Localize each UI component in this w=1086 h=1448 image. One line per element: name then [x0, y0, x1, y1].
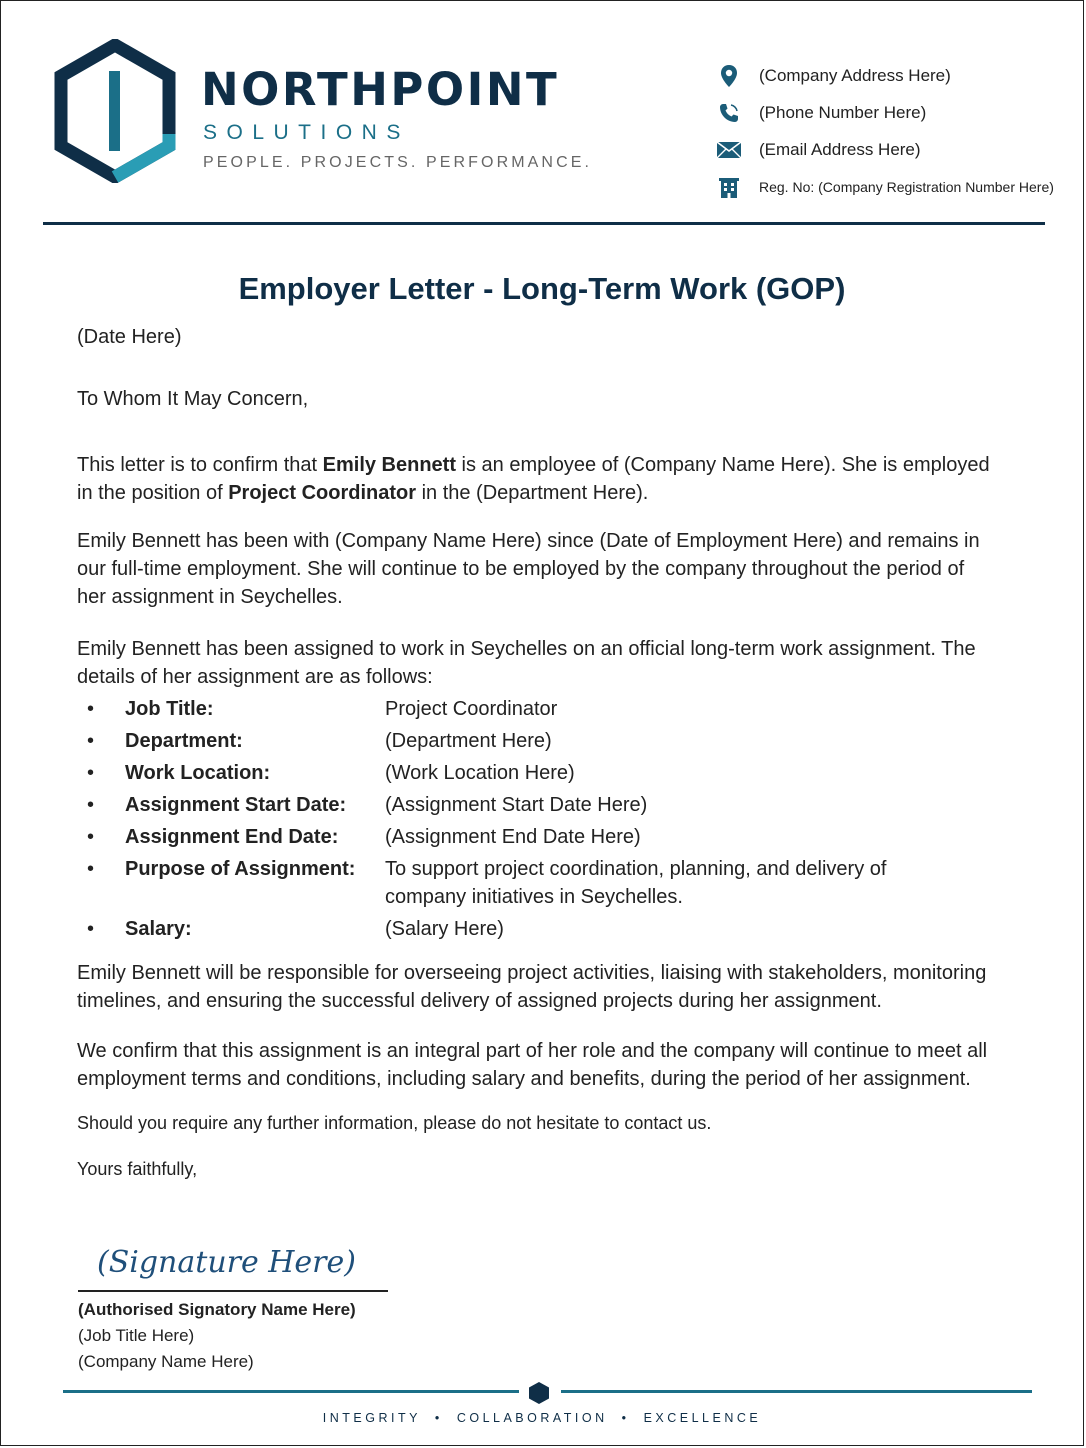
hexagon-icon	[528, 1381, 550, 1405]
assignment-details-list	[77, 695, 997, 943]
footer-values	[1, 1411, 1083, 1425]
letter-title: Employer Letter - Long-Term Work (GOP)	[238, 271, 846, 306]
assignment-intro-paragraph: Emily Bennett has been assigned to work in Seychelles on an official long-term work assignment. The details of her assignment are as follows:	[77, 638, 976, 688]
footer-divider-right	[561, 1390, 1032, 1393]
bullet: •	[87, 918, 95, 940]
signatory-name: (Authorised Signatory Name Here)	[78, 1300, 356, 1319]
footer-divider-left	[63, 1390, 519, 1393]
brand-tagline: PEOPLE. PROJECTS. PERFORMANCE.	[203, 154, 593, 171]
detail-value: (Assignment Start Date Here)	[385, 794, 648, 816]
bullet: •	[87, 826, 95, 848]
header-divider	[43, 222, 1045, 225]
list-item	[77, 915, 997, 943]
footer-separator: •	[621, 1411, 630, 1425]
brand-name: NORTHPOINT	[201, 63, 560, 116]
signature-placeholder: (Signature Here)	[97, 1245, 356, 1280]
brand-subtitle: SOLUTIONS	[203, 121, 410, 144]
letter-body	[77, 323, 997, 1183]
detail-value: (Assignment End Date Here)	[385, 826, 641, 848]
building-icon	[715, 175, 743, 199]
detail-label: Assignment End Date:	[125, 826, 339, 848]
footer-value-excellence: EXCELLENCE	[643, 1411, 762, 1425]
detail-label: Purpose of Assignment:	[125, 858, 356, 880]
confirmation-terms-paragraph: We confirm that this assignment is an integral part of her role and the company will continue to meet all employment terms and conditions, including salary and benefits, during the period of her assignment.	[77, 1040, 988, 1090]
detail-label: Job Title:	[125, 698, 214, 720]
contact-phone	[715, 94, 1075, 131]
detail-value: (Work Location Here)	[385, 762, 575, 784]
detail-value: (Department Here)	[385, 730, 552, 752]
bullet: •	[87, 858, 95, 880]
envelope-icon	[715, 138, 743, 162]
detail-label: Department:	[125, 730, 243, 752]
bullet: •	[87, 794, 95, 816]
detail-value: Project Coordinator	[385, 698, 558, 720]
list-item	[77, 855, 997, 911]
detail-value: (Salary Here)	[385, 918, 504, 940]
contact-email-text: (Email Address Here)	[759, 139, 921, 159]
contact-request-paragraph: Should you require any further information, please do not hesitate to contact us.	[77, 1113, 712, 1133]
confirmation-text-start: This letter is to confirm that	[77, 454, 323, 476]
detail-value: To support project coordination, planning, and delivery of company initiatives in Seychelles.	[385, 858, 887, 908]
bullet: •	[87, 730, 95, 752]
footer-value-collaboration: COLLABORATION	[456, 1411, 608, 1425]
salutation: To Whom It May Concern,	[77, 388, 309, 410]
signatory-job-title: (Job Title Here)	[78, 1326, 195, 1345]
northpoint-logo-icon	[51, 39, 179, 183]
list-item	[77, 823, 997, 851]
footer-separator: •	[434, 1411, 443, 1425]
confirmation-text-middle: is an employee of (Company Name Here). She is employed in the position of	[77, 454, 990, 504]
contact-registration	[715, 168, 1075, 205]
signatory-company: (Company Name Here)	[78, 1352, 254, 1371]
list-item	[77, 759, 997, 787]
signatory-block	[78, 1297, 356, 1375]
contact-phone-text: (Phone Number Here)	[759, 102, 927, 122]
detail-label: Salary:	[125, 918, 192, 940]
detail-label: Work Location:	[125, 762, 271, 784]
bullet: •	[87, 762, 95, 784]
letter-date: (Date Here)	[77, 326, 182, 348]
contact-block	[715, 57, 1075, 205]
list-item	[77, 695, 997, 723]
contact-email	[715, 131, 1075, 168]
contact-address	[715, 57, 1075, 94]
detail-label: Assignment Start Date:	[125, 794, 347, 816]
list-item	[77, 727, 997, 755]
employee-name: Emily Bennett	[322, 454, 456, 476]
bullet: •	[87, 698, 95, 720]
confirmation-paragraph	[77, 451, 997, 507]
closing: Yours faithfully,	[77, 1159, 198, 1179]
contact-registration-text: Reg. No: (Company Registration Number Here)	[759, 178, 1054, 195]
confirmation-text-end: in the (Department Here).	[416, 482, 649, 504]
responsibilities-paragraph: Emily Bennett will be responsible for overseeing project activities, liaising with stakeholders, monitoring timelines, and ensuring the successful delivery of assigned projects during her assignment.	[77, 962, 987, 1012]
phone-icon	[715, 101, 743, 125]
employee-role: Project Coordinator	[228, 482, 417, 504]
footer-value-integrity: INTEGRITY	[322, 1411, 421, 1425]
location-pin-icon	[715, 64, 743, 88]
contact-address-text: (Company Address Here)	[759, 65, 951, 85]
employment-paragraph: Emily Bennett has been with (Company Name Here) since (Date of Employment Here) and remains in our full-time employment. She will continue to be employed by the company throughout the period of her assignment in Seychelles.	[77, 530, 980, 608]
list-item	[77, 791, 997, 819]
signature-line	[78, 1290, 388, 1292]
